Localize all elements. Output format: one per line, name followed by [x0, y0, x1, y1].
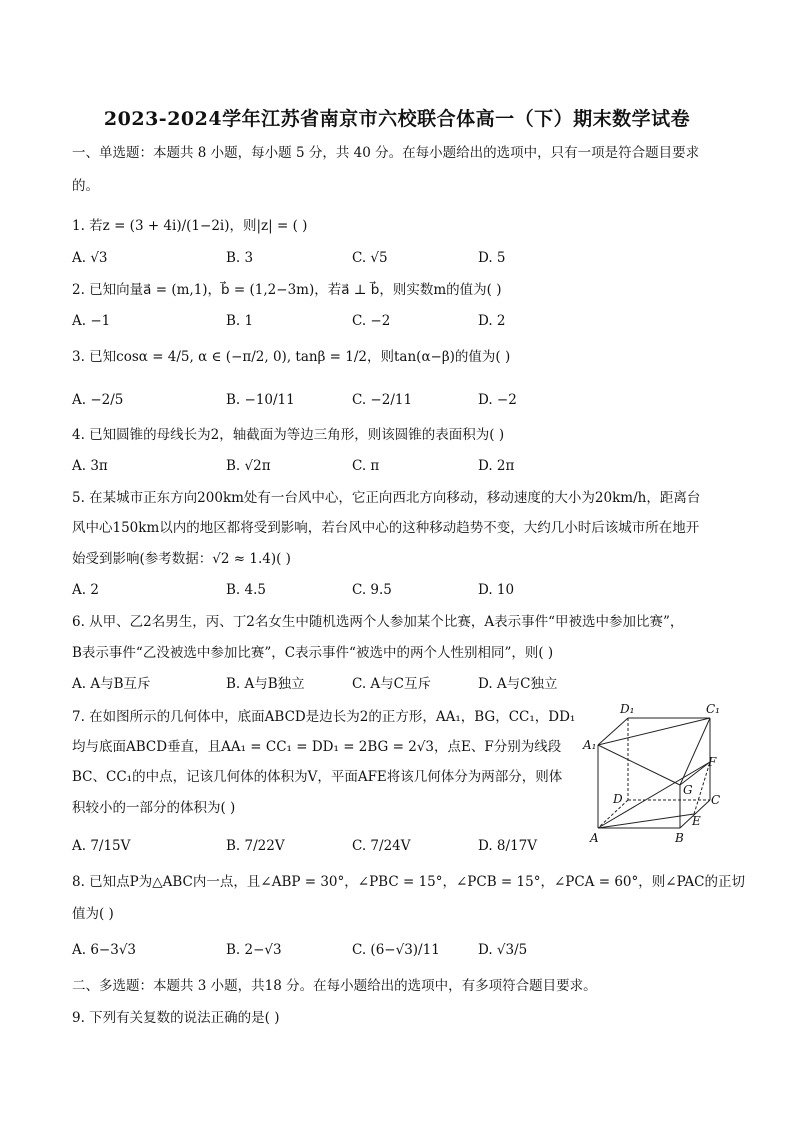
q8-line2: 值为( ): [72, 906, 114, 922]
q3-option-a: A. −2/5: [72, 392, 124, 408]
q3-option-c: C. −2/11: [352, 392, 413, 408]
q4-option-d: D. 2π: [478, 458, 515, 474]
q2-option-a: A. −1: [72, 313, 111, 329]
q4-option-c: C. π: [352, 458, 380, 474]
q7-line1: 7. 在如图所示的几何体中，底面ABCD是边长为2的正方形，AA₁，BG，CC₁，DD₁: [72, 709, 576, 725]
q2-option-c: C. −2: [352, 313, 391, 329]
q7-line4: 积较小的一部分的体积为( ): [72, 800, 236, 816]
figure-label-c: C: [711, 793, 721, 807]
q6-option-a: A. A与B互斥: [72, 676, 151, 692]
q7-line3: BC、CC₁的中点，记该几何体的体积为V，平面AFE将该几何体分为两部分，则体: [72, 769, 563, 785]
q5-option-d: D. 10: [478, 582, 515, 598]
q8-line1: 8. 已知点P为△ABC内一点，且∠ABP = 30°，∠PBC = 15°，∠PCB = 15°，∠PCA = 60°，则∠PAC的正切: [72, 874, 745, 890]
q3-option-d: D. −2: [478, 392, 517, 408]
q6-line1: 6. 从甲、乙2名男生，丙、丁2名女生中随机选两个人参加某个比赛，A表示事件“甲被选中参加比赛”，: [72, 614, 684, 630]
q6-option-d: D. A与C独立: [478, 676, 558, 692]
q7-line2: 均与底面ABCD垂直，且AA₁ = CC₁ = DD₁ = 2BG = 2√3，点E、F分别为线段: [72, 739, 562, 755]
q2-option-d: D. 2: [478, 313, 506, 329]
q5-option-a: A. 2: [72, 582, 99, 598]
q5-option-c: C. 9.5: [352, 582, 392, 598]
q4-option-b: B. √2π: [226, 458, 271, 474]
figure-label-c1: C₁: [706, 702, 720, 716]
section1-line2: 的。: [72, 178, 99, 194]
q5-line3: 始受到影响(参考数据：√2 ≈ 1.4)( ): [72, 551, 291, 567]
figure-label-a1: A₁: [583, 738, 597, 752]
q5-line1: 5. 在某城市正东方向200km处有一台风中心，它正向西北方向移动，移动速度的大小为20km/h，距离台: [72, 490, 701, 506]
q5-line2: 风中心150km以内的地区都将受到影响，若台风中心的这种移动趋势不变，大约几小时后该城市所在地开: [72, 520, 700, 536]
q8-option-c: C. (6−√3)/11: [352, 942, 440, 958]
section1-line1: 一、单选题：本题共 8 小题，每小题 5 分，共 40 分。在每小题给出的选项中，只有一项是符合题目要求: [72, 145, 700, 161]
q2-option-b: B. 1: [226, 313, 254, 329]
q4-stem: 4. 已知圆锥的母线长为2，轴截面为等边三角形，则该圆锥的表面积为( ): [72, 427, 505, 443]
q4-option-a: A. 3π: [72, 458, 108, 474]
geometry-figure: [580, 700, 730, 850]
q7-option-c: C. 7/24V: [352, 838, 411, 854]
q6-option-b: B. A与B独立: [226, 676, 305, 692]
figure-label-b: B: [675, 831, 684, 845]
section2-line1: 二、多选题：本题共 3 小题，共18 分。在每小题给出的选项中，有多项符合题目要求。: [72, 978, 597, 994]
q1-option-d: D. 5: [478, 250, 506, 266]
q7-option-b: B. 7/22V: [226, 838, 285, 854]
q6-line2: B表示事件“乙没被选中参加比赛”，C表示事件“被选中的两个人性别相同”，则( ): [72, 645, 554, 661]
figure-label-g: G: [683, 783, 693, 797]
figure-label-d1: D₁: [620, 702, 635, 716]
q5-option-b: B. 4.5: [226, 582, 266, 598]
q9-stem: 9. 下列有关复数的说法正确的是( ): [72, 1010, 280, 1026]
q8-option-b: B. 2−√3: [226, 942, 282, 958]
q1-option-a: A. √3: [72, 250, 108, 266]
q3-stem: 3. 已知cosα = 4/5, α ∈ (−π/2, 0), tanβ = 1/2，则tan(α−β)的值为( ): [72, 349, 511, 365]
figure-label-e: E: [692, 814, 701, 828]
figure-label-a: A: [590, 831, 599, 845]
q8-option-a: A. 6−3√3: [72, 942, 137, 958]
q1-option-c: C. √5: [352, 250, 388, 266]
q1-option-b: B. 3: [226, 250, 254, 266]
figure-label-f: F: [708, 755, 717, 769]
q7-option-d: D. 8/17V: [478, 838, 537, 854]
page-title: 2023-2024学年江苏省南京市六校联合体高一（下）期末数学试卷: [103, 108, 691, 130]
q8-option-d: D. √3/5: [478, 942, 528, 958]
q3-option-b: B. −10/11: [226, 392, 295, 408]
figure-label-d: D: [613, 792, 623, 806]
q6-option-c: C. A与C互斥: [352, 676, 432, 692]
q2-stem: 2. 已知向量a⃗ = (m,1)，b⃗ = (1,2−3m)，若a⃗ ⊥ b⃗，则实数m的值为( ): [72, 282, 502, 298]
q1-stem: 1. 若z = (3 + 4i)/(1−2i)，则|z| = ( ): [72, 218, 308, 234]
q7-option-a: A. 7/15V: [72, 838, 131, 854]
